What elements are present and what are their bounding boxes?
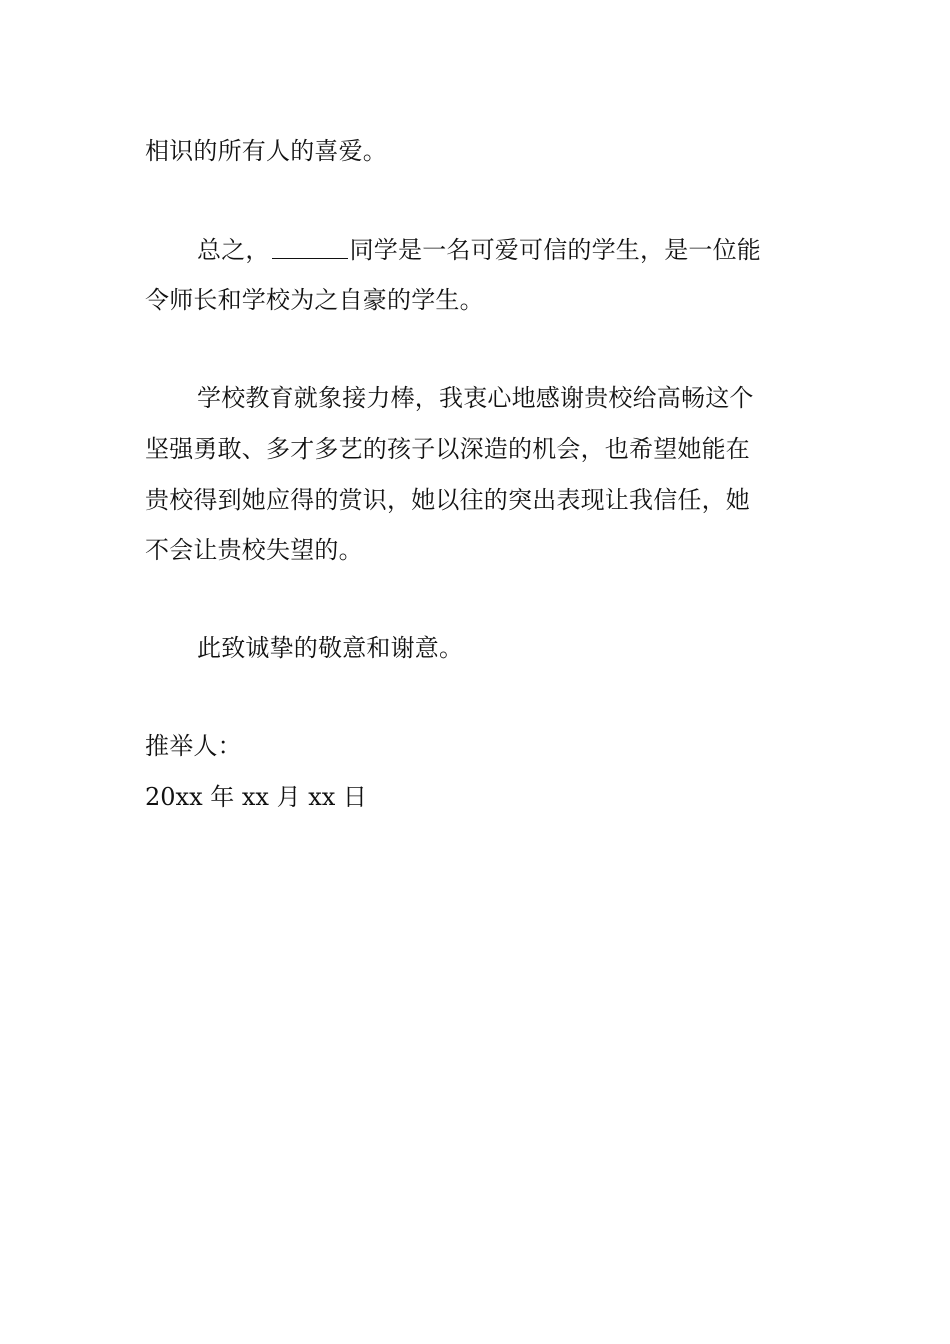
paragraph-line: 令师长和学校为之自豪的学生。 (145, 286, 484, 314)
summary-end: 同学是一名可爱可信的学生，是一位能 (349, 236, 762, 264)
paragraph-line: 相识的所有人的喜爱。 (145, 137, 387, 165)
name-blank (272, 238, 348, 259)
closing-line: 此致诚挚的敬意和谢意。 (197, 634, 464, 662)
paragraph-line: 坚强勇敢、多才多艺的孩子以深造的机会，也希望她能在 (145, 435, 750, 463)
recommender-label: 推举人： (145, 732, 242, 760)
summary-start: 总之， (197, 236, 270, 264)
summary-line (197, 235, 805, 265)
paragraph-line: 贵校得到她应得的赏识，她以往的突出表现让我信任，她 (145, 486, 750, 514)
signature-date: 20xx 年 xx 月 xx 日 (145, 783, 367, 811)
paragraph-line: 学校教育就象接力棒，我衷心地感谢贵校给高畅这个 (197, 384, 754, 412)
paragraph-line: 不会让贵校失望的。 (145, 536, 363, 564)
